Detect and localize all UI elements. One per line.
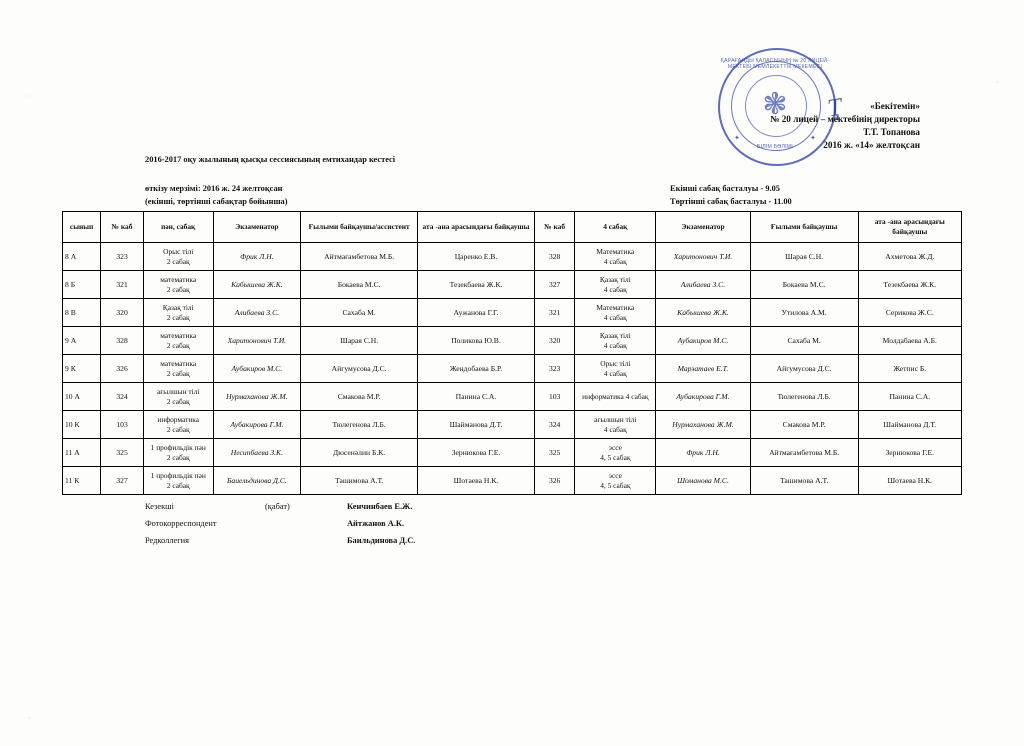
approval-line-2: № 20 лицей – мектебінің директоры — [770, 114, 920, 124]
cell-parent-observer-2-2: Серикова Ж.С. — [858, 299, 961, 327]
cell-scientific-observer-8: Ташимова А.Т. — [301, 467, 418, 495]
cell-examiner-2-7: Фрик Л.Н. — [656, 439, 750, 467]
cell-room-2-6: 324 — [534, 411, 574, 439]
cell-examiner-5: Нурмаханова Ж.М. — [213, 383, 301, 411]
approval-block — [630, 100, 920, 152]
scan-artifact: · — [28, 92, 31, 101]
cell-scientific-observer-6: Тюлегенова Л.Б. — [301, 411, 418, 439]
cell-parent-observer-3: Поликова Ю.В. — [418, 327, 535, 355]
footer-role-person-1: Айтжанов А.К. — [347, 519, 405, 528]
fourth-lesson-start: Төртінші сабақ басталуы - 11.00 — [670, 197, 792, 206]
table-row — [63, 327, 962, 355]
header-examiner-2: Экзаменатор — [656, 212, 750, 243]
page-title: 2016-2017 оқу жылының қысқы сессиясының емтихандар кестесі — [145, 155, 396, 164]
cell-room-2-1: 327 — [534, 271, 574, 299]
cell-scientific-observer-3: Шарая С.Н. — [301, 327, 418, 355]
cell-fourth-lesson-2: Математика 4 сабақ — [575, 299, 656, 327]
cell-parent-observer-2-8: Шотаева Н.К. — [858, 467, 961, 495]
cell-parent-observer-5: Панина С.А. — [418, 383, 535, 411]
cell-fourth-lesson-5: информатика 4 сабақ — [575, 383, 656, 411]
header-scientific-observer-2: Ғылыми байқаушы — [750, 212, 858, 243]
cell-class-5: 10 А — [63, 383, 101, 411]
cell-class-8: 11 К — [63, 467, 101, 495]
cell-room-3: 328 — [101, 327, 144, 355]
cell-scientific-observer-4: Айгумусова Д.С. — [301, 355, 418, 383]
cell-examiner-2-4: Марзатаев Е.Т. — [656, 355, 750, 383]
director-signature: Ҭ — [825, 93, 844, 123]
cell-examiner-2-6: Нурмаханова Ж.М. — [656, 411, 750, 439]
cell-subject-2: Қазақ тілі 2 сабақ — [143, 299, 213, 327]
cell-room-2-4: 323 — [534, 355, 574, 383]
cell-class-0: 8 А — [63, 243, 101, 271]
table-body — [63, 243, 962, 495]
header-parent-observer: ата -ана арасындағы байқаушы — [418, 212, 535, 243]
cell-scientific-observer-5: Смакова М.Р. — [301, 383, 418, 411]
approval-line-4: 2016 ж. «14» желтоқсан — [823, 140, 920, 150]
table-row — [63, 243, 962, 271]
cell-examiner-2-3: Аубакиров М.С. — [656, 327, 750, 355]
cell-subject-5: ағылшын тілі 2 сабақ — [143, 383, 213, 411]
seal-star-right-icon: ✦ — [810, 134, 816, 142]
exam-date-line: өткізу мерзімі: 2016 ж. 24 желтоқсан — [145, 184, 283, 193]
cell-scientific-observer-2-2: Утилова А.М. — [750, 299, 858, 327]
cell-parent-observer-2-4: Жетпис Б. — [858, 355, 961, 383]
second-lesson-start: Екінші сабақ басталуы - 9.05 — [670, 184, 780, 193]
cell-room-2-8: 326 — [534, 467, 574, 495]
table-row — [63, 467, 962, 495]
header-class: сынып — [63, 212, 101, 243]
cell-room-2-5: 103 — [534, 383, 574, 411]
cell-class-3: 9 А — [63, 327, 101, 355]
cell-class-4: 9 К — [63, 355, 101, 383]
cell-room-2-2: 321 — [534, 299, 574, 327]
cell-room-2-0: 328 — [534, 243, 574, 271]
cell-scientific-observer-2-0: Шарая С.Н. — [750, 243, 858, 271]
cell-examiner-2: Алибаева З.С. — [213, 299, 301, 327]
table-row — [63, 271, 962, 299]
cell-parent-observer-7: Зернюкова Г.Е. — [418, 439, 535, 467]
cell-fourth-lesson-1: Қазақ тілі 4 сабақ — [575, 271, 656, 299]
cell-scientific-observer-2-3: Сахаба М. — [750, 327, 858, 355]
cell-scientific-observer-2-5: Тюлегенова Л.Б. — [750, 383, 858, 411]
footer-roles — [145, 498, 415, 549]
header-subject: пән, сабақ — [143, 212, 213, 243]
cell-examiner-4: Аубакиров М.С. — [213, 355, 301, 383]
cell-examiner-1: Кабышева Ж.К. — [213, 271, 301, 299]
footer-role-person-0: Кенчинбаев Е.Ж. — [347, 502, 413, 511]
cell-examiner-0: Фрик Л.Н. — [213, 243, 301, 271]
footer-role-label-0: Кезекші — [145, 502, 174, 511]
cell-room-1: 321 — [101, 271, 144, 299]
footer-role-person-2: Баильдинова Д.С. — [347, 536, 416, 545]
cell-fourth-lesson-4: Орыс тілі 4 сабақ — [575, 355, 656, 383]
cell-parent-observer-2-7: Зернюкова Г.Е. — [858, 439, 961, 467]
cell-examiner-7: Несипбаева З.К. — [213, 439, 301, 467]
header-scientific-observer: Ғылыми байқаушы/ассистент — [301, 212, 418, 243]
cell-parent-observer-2-5: Панина С.А. — [858, 383, 961, 411]
cell-scientific-observer-2: Сахаба М. — [301, 299, 418, 327]
cell-room-2: 320 — [101, 299, 144, 327]
header-room: № каб — [101, 212, 144, 243]
cell-fourth-lesson-6: ағылшын тілі 4 сабақ — [575, 411, 656, 439]
cell-examiner-3: Харитонович Т.И. — [213, 327, 301, 355]
cell-fourth-lesson-7: эссе 4, 5 сабақ — [575, 439, 656, 467]
lesson-start-times — [670, 182, 792, 208]
table-header-row — [63, 212, 962, 243]
cell-scientific-observer-7: Дюсенәлин Б.К. — [301, 439, 418, 467]
table-row — [63, 355, 962, 383]
cell-scientific-observer-2-7: Айтмағамбетова М.Б. — [750, 439, 858, 467]
cell-fourth-lesson-8: эссе 4, 5 сабақ — [575, 467, 656, 495]
footer-row — [145, 515, 415, 532]
cell-parent-observer-0: Царенко Е.В. — [418, 243, 535, 271]
seal-top-text: ҚАРАҒАНДЫ ҚАЛАСЫНЫҢ № 20 ЛИЦЕЙ-МЕКТЕБІ МЕМЛЕКЕТТІК МЕКЕМЕСІ — [720, 58, 830, 70]
cell-parent-observer-2-3: Молдабаева А.Б. — [858, 327, 961, 355]
cell-room-4: 326 — [101, 355, 144, 383]
cell-class-2: 8 В — [63, 299, 101, 327]
cell-room-7: 325 — [101, 439, 144, 467]
cell-class-6: 10 К — [63, 411, 101, 439]
cell-scientific-observer-1: Бокаева М.С. — [301, 271, 418, 299]
cell-parent-observer-2-0: Ахметова Ж.Д. — [858, 243, 961, 271]
cell-subject-4: математика 2 сабақ — [143, 355, 213, 383]
cell-parent-observer-1: Тезекбаева Ж.К. — [418, 271, 535, 299]
cell-parent-observer-2-1: Тезекбаева Ж.К. — [858, 271, 961, 299]
cell-room-2-3: 320 — [534, 327, 574, 355]
cell-examiner-2-2: Кабышева Ж.К. — [656, 299, 750, 327]
cell-examiner-6: Аубакирова Г.М. — [213, 411, 301, 439]
cell-fourth-lesson-0: Математика 4 сабақ — [575, 243, 656, 271]
header-room-2: № каб — [534, 212, 574, 243]
cell-room-0: 323 — [101, 243, 144, 271]
scan-artifact: · — [996, 78, 999, 87]
exam-date-info — [145, 182, 288, 208]
cell-examiner-2-8: Шоманова М.С. — [656, 467, 750, 495]
cell-class-1: 8 Б — [63, 271, 101, 299]
seal-emblem-icon: ❃ — [762, 88, 788, 121]
cell-subject-0: Орыс тілі 2 сабақ — [143, 243, 213, 271]
approval-line-3: Т.Т. Топанова — [863, 127, 920, 137]
cell-room-2-7: 325 — [534, 439, 574, 467]
cell-scientific-observer-2-8: Ташимова А.Т. — [750, 467, 858, 495]
cell-room-5: 324 — [101, 383, 144, 411]
cell-subject-8: 1 профильдік пән 2 сабақ — [143, 467, 213, 495]
header-examiner: Экзаменатор — [213, 212, 301, 243]
table-row — [63, 299, 962, 327]
cell-scientific-observer-2-4: Айгумусова Д.С. — [750, 355, 858, 383]
cell-parent-observer-4: Жендобаева Б.Р. — [418, 355, 535, 383]
scan-artifact: · — [28, 714, 31, 723]
cell-room-8: 327 — [101, 467, 144, 495]
cell-room-6: 103 — [101, 411, 144, 439]
cell-subject-1: математика 2 сабақ — [143, 271, 213, 299]
cell-parent-observer-2: Аужанова Г.Г. — [418, 299, 535, 327]
cell-scientific-observer-0: Айтмағамбетова М.Б. — [301, 243, 418, 271]
cell-fourth-lesson-3: Қазақ тілі 4 сабақ — [575, 327, 656, 355]
footer-row — [145, 498, 415, 515]
cell-examiner-2-1: Алибаева З.С. — [656, 271, 750, 299]
table-row — [63, 411, 962, 439]
header-parent-observer-2: ата -ана арасындағы байқаушы — [858, 212, 961, 243]
cell-class-7: 11 А — [63, 439, 101, 467]
header-fourth-lesson: 4 сабақ — [575, 212, 656, 243]
cell-parent-observer-6: Шайманова Д.Т. — [418, 411, 535, 439]
footer-row — [145, 532, 415, 549]
footer-role-label-1: Фотокорреспондент — [145, 519, 217, 528]
cell-examiner-8: Баиельдинова Д.С. — [213, 467, 301, 495]
cell-subject-3: математика 2 сабақ — [143, 327, 213, 355]
footer-role-paren-0: (қабат) — [265, 502, 290, 511]
cell-subject-7: 1 профильдік пән 2 сабақ — [143, 439, 213, 467]
cell-examiner-2-0: Харитонович Т.И. — [656, 243, 750, 271]
cell-scientific-observer-2-1: Бокаева М.С. — [750, 271, 858, 299]
cell-parent-observer-2-6: Шайманова Д.Т. — [858, 411, 961, 439]
table-row — [63, 439, 962, 467]
table-row — [63, 383, 962, 411]
cell-examiner-2-5: Аубакирова Г.М. — [656, 383, 750, 411]
cell-parent-observer-8: Шотаева Н.К. — [418, 467, 535, 495]
seal-star-left-icon: ✦ — [734, 134, 740, 142]
approval-line-1: «Бекітемін» — [870, 101, 920, 111]
cell-subject-6: информатика 2 сабақ — [143, 411, 213, 439]
footer-role-label-2: Редколлегия — [145, 536, 189, 545]
exam-schedule-table — [62, 211, 962, 495]
cell-scientific-observer-2-6: Смакова М.Р. — [750, 411, 858, 439]
exam-lessons-line: (екінші, төртінші сабақтар бойынша) — [145, 197, 288, 206]
seal-bottom-text: БІЛІМ БӨЛІМІ — [757, 144, 793, 150]
